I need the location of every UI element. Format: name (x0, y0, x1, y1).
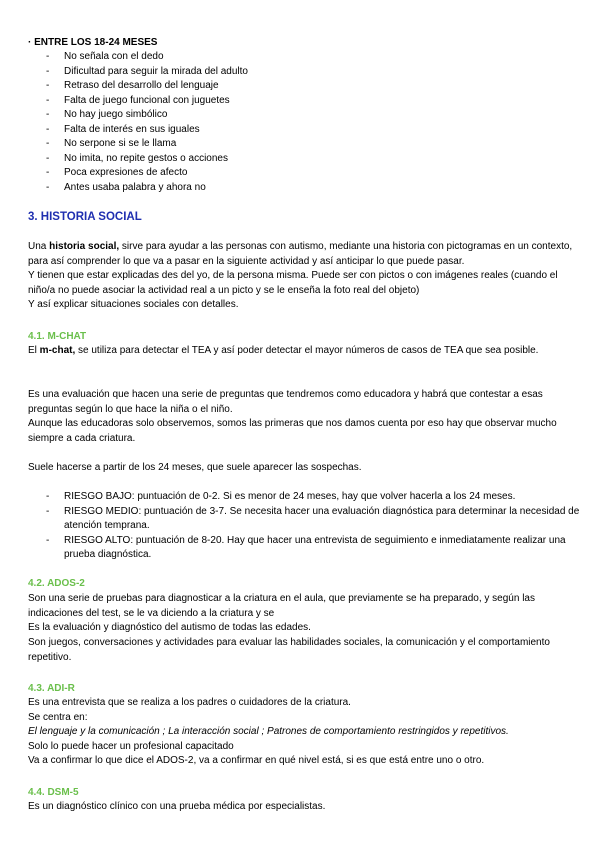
heading-historia-social: 3. HISTORIA SOCIAL (28, 211, 142, 223)
risk-list (28, 490, 580, 563)
adir-paragraph-3 (28, 725, 580, 740)
italic-text: El lenguaje y la comunicación ; La interacción social ; Patrones de comportamiento restringidos y repetitivos. (28, 726, 509, 737)
ados-paragraph-3: Son juegos, conversaciones y actividades para evaluar las habilidades sociales, la comunicación y el comportamiento repetitivo. (28, 637, 550, 663)
ados-paragraph-2: Es la evaluación y diagnóstico del autismo de todas las edades. (28, 622, 311, 633)
list-item: - RIESGO ALTO: puntuación de 8-20. Hay que hacer una entrevista de seguimiento e inmediatamente realizar una prueba diagnóstica. (28, 534, 580, 563)
list-item: - Dificultad para seguir la mirada del adulto (28, 65, 580, 80)
list-item: - No imita, no repite gestos o acciones (28, 152, 580, 167)
mchat-paragraph-3: Aunque las educadoras solo observemos, somos las primeras que nos damos cuenta por eso hay que observar mucho siempre a cada criatura. (28, 418, 557, 444)
text-span: se utiliza para detectar el TEA y así poder detectar el mayor números de casos de TEA que sea posible. (75, 345, 539, 356)
text-span: Una (28, 241, 50, 252)
mchat-paragraph-2: Es una evaluación que hacen una serie de preguntas que tendremos como educadora y habrá que contestar a esas preguntas según lo que hace la niña o el niño. (28, 389, 543, 415)
list-item: - Poca expresiones de afecto (28, 166, 580, 181)
adir-paragraph-4: Solo lo puede hacer un profesional capacitado (28, 741, 234, 752)
adir-paragraph-2: Se centra en: (28, 712, 88, 723)
historia-social-paragraph-2: Y tienen que estar explicadas des del yo, de la persona misma. Puede ser con pictos o con imágenes reales (cuando el niño/a no puede asociar la actividad real a un picto y se le enseña la foto real del objeto) (28, 270, 558, 296)
text-span: sirve para ayudar a las personas con autismo, mediante una historia con pictogramas en un contexto, para así comprender lo que va a pasar en la siguiente actividad y así anticipar lo que puede pasar. (28, 241, 573, 267)
adir-paragraph-5: Va a confirmar lo que dice el ADOS-2, va a confirmar en qué nivel está, si es que está entre uno o otro. (28, 755, 485, 766)
list-item: - Falta de juego funcional con juguetes (28, 94, 580, 109)
symptom-list (28, 50, 580, 195)
historia-social-paragraph-1 (28, 240, 580, 269)
adir-paragraph-1: Es una entrevista que se realiza a los padres o cuidadores de la criatura. (28, 697, 351, 708)
mchat-paragraph-4: Suele hacerse a partir de los 24 meses, que suele aparecer las sospechas. (28, 462, 362, 473)
heading-dsm: 4.4. DSM-5 (28, 787, 79, 798)
list-item: - Retraso del desarrollo del lenguaje (28, 79, 580, 94)
list-item: - No señala con el dedo (28, 50, 580, 65)
historia-social-paragraph-3: Y así explicar situaciones sociales con detalles. (28, 299, 239, 310)
list-item: - No serpone si se le llama (28, 137, 580, 152)
heading-mchat: 4.1. M-CHAT (28, 331, 87, 342)
mchat-paragraph-1 (28, 344, 580, 359)
section-title-18-24: · ENTRE LOS 18-24 MESES (28, 37, 158, 48)
bold-term: m-chat, (39, 345, 76, 356)
list-item: - Falta de interés en sus iguales (28, 123, 580, 138)
heading-adir: 4.3. ADI-R (28, 683, 75, 694)
list-item: - RIESGO MEDIO: puntuación de 3-7. Se necesita hacer una evaluación diagnóstica para determinar la necesidad de atención temprana. (28, 505, 580, 534)
list-item: - RIESGO BAJO: puntuación de 0-2. Si es menor de 24 meses, hay que volver hacerla a los 24 meses. (28, 490, 580, 505)
text-span: El (28, 345, 40, 356)
ados-paragraph-1: Son una serie de pruebas para diagnosticar a la criatura en el aula, que previamente se ha preparado, y según las indicaciones del test, se le va diciendo a la criatura y se (28, 593, 535, 619)
dsm-paragraph-1: Es un diagnóstico clínico con una prueba médica por especialistas. (28, 801, 326, 812)
list-item: - Antes usaba palabra y ahora no (28, 181, 580, 196)
heading-ados: 4.2. ADOS-2 (28, 578, 85, 589)
list-item: - No hay juego simbólico (28, 108, 580, 123)
bold-term: historia social, (49, 241, 120, 252)
